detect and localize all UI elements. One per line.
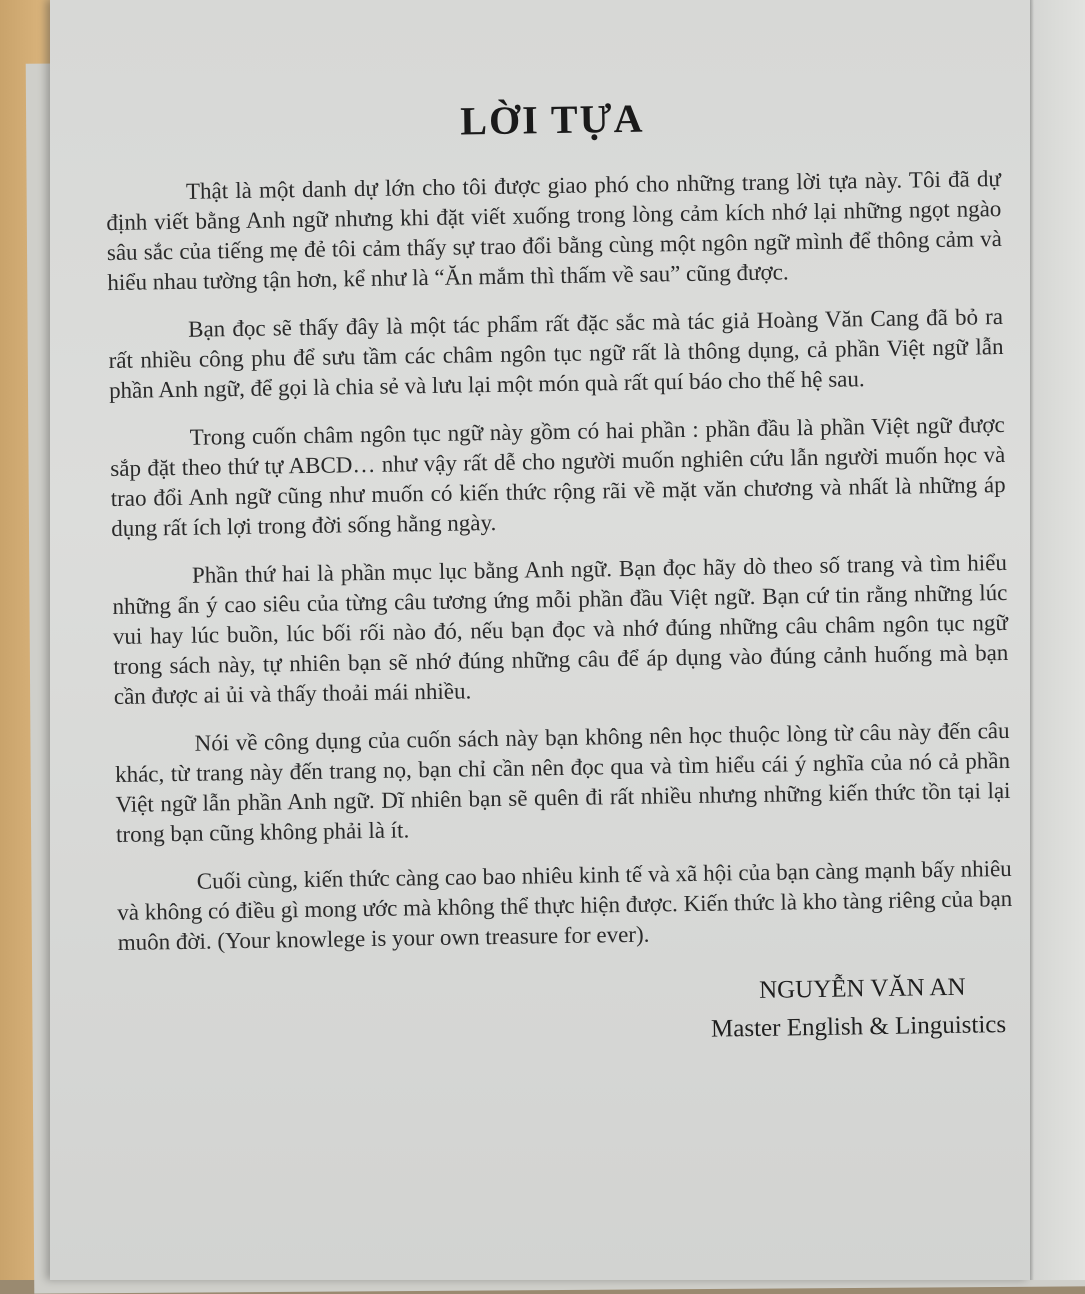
- paragraph-1: Thật là một danh dự lớn cho tôi được giao phó cho những trang lời tựa này. Tôi đã dự định viết bằng Anh ngữ nhưng khi đặt viết xuống trong lòng cảm kích nhớ lại những ngọt ngào sâu sắc của tiếng mẹ đẻ tôi cảm thấy sự trao đổi bằng cùng một ngôn ngữ mình để thông cảm và hiểu nhau tường tận hơn, kể như là “Ăn mắm thì thấm về sau” cũng được.: [106, 166, 1002, 296]
- paragraph-3: Trong cuốn châm ngôn tục ngữ này gồm có hai phần : phần đầu là phần Việt ngữ được sắp đặt theo thứ tự ABCD… như vậy rất dễ cho người muốn nghiên cứu lẫn người muốn học và trao đổi Anh ngữ cũng như muốn có kiến thức rộng rãi về mặt văn chương và nhất là những áp dụng rất ích lợi trong đời sống hằng ngày.: [110, 411, 1006, 542]
- author-name: NGUYỄN VĂN AN: [758, 973, 966, 1004]
- page-content: [105, 89, 1015, 1058]
- author-title: Master English & Linguistics: [710, 1011, 1007, 1043]
- signature-block: [118, 968, 1014, 1058]
- paragraph-4: Phần thứ hai là phần mục lục bằng Anh ngữ. Bạn đọc hãy dò theo số trang và tìm hiểu những ẩn ý cao siêu của từng câu tương ứng mỗi phần đầu Việt ngữ. Bạn cứ tin rằng những lúc vui hay lúc buồn, lúc bối rối nào đó, nếu bạn đọc và nhớ đúng những câu châm ngôn tục ngữ trong sách này, tự nhiên bạn sẽ nhớ đúng những câu để áp dụng vào đúng cảnh huống mà bạn cần được ai ủi và thấy thoải mái nhiều.: [112, 549, 1009, 710]
- page-title: LỜI TỰA: [459, 95, 645, 144]
- book-page: [50, 0, 1030, 1280]
- facing-page-edge: [1028, 0, 1085, 1280]
- paragraph-5: Nói về công dụng của cuốn sách này bạn không nên học thuộc lòng từ câu này đến câu khác, từ trang này đến trang nọ, bạn chỉ cần nên đọc qua và tìm hiểu cái ý nghĩa của nó cả phần Việt ngữ lẫn phần Anh ngữ. Dĩ nhiên bạn sẽ quên đi rất nhiều nhưng những kiến thức tồn tại lại trong bạn cũng không phải là ít.: [114, 717, 1011, 847]
- paragraph-2: Bạn đọc sẽ thấy đây là một tác phẩm rất đặc sắc mà tác giả Hoàng Văn Cang đã bỏ ra rất nhiều công phu để sưu tầm các châm ngôn tục ngữ rất là thông dụng, cả phần Việt ngữ lẫn phần Anh ngữ, để gọi là chia sẻ và lưu lại một món quà rất quí báo cho thế hệ sau.: [108, 304, 1004, 404]
- paragraph-6: Cuối cùng, kiến thức càng cao bao nhiêu kinh tế và xã hội của bạn càng mạnh bấy nhiêu và không có điều gì mong ước mà không thể thực hiện được. Kiến thức là kho tàng riêng của bạn muôn đời. (Your knowlege is your own treasure for ever).: [117, 855, 1013, 955]
